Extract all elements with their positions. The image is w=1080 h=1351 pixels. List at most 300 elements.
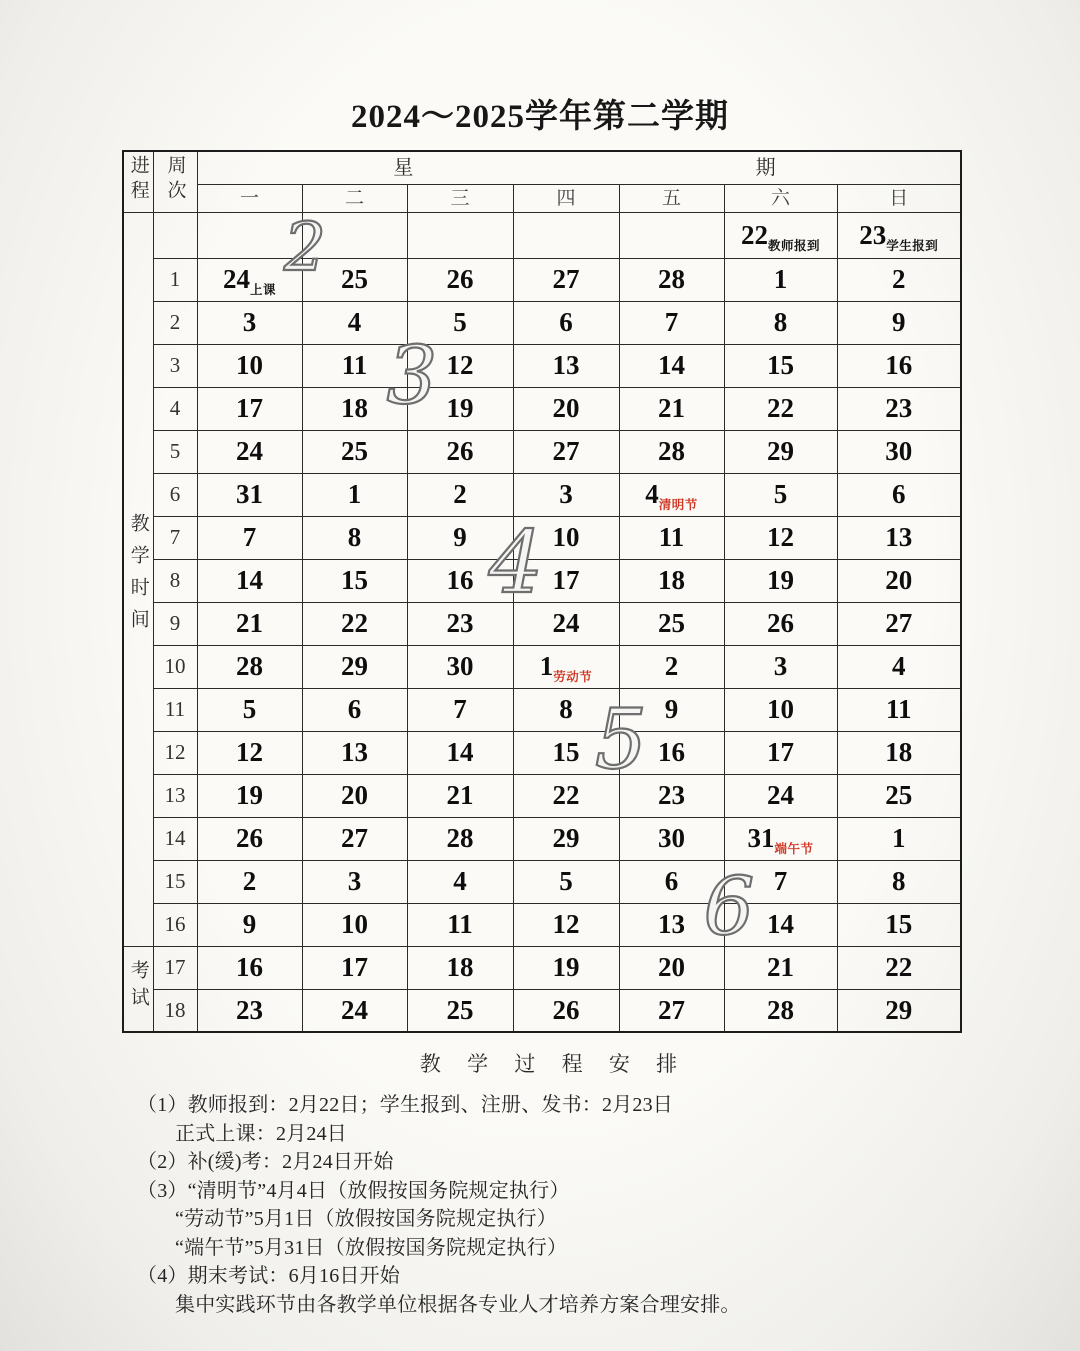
date-number: 1 — [539, 651, 554, 681]
date-content — [236, 780, 263, 810]
date-number: 29 — [885, 994, 913, 1025]
date-number: 17 — [552, 565, 580, 595]
date-content — [446, 350, 474, 380]
date-content — [773, 866, 788, 896]
date-number: 7 — [453, 694, 467, 724]
date-number: 21 — [767, 952, 794, 982]
date-cell — [724, 645, 837, 688]
week-row — [123, 688, 961, 731]
date-content — [658, 350, 685, 380]
date-content — [885, 780, 913, 810]
date-cell — [619, 301, 724, 344]
date-content — [236, 393, 263, 423]
date-number: 24 — [767, 780, 794, 810]
week-number: 16 — [153, 903, 197, 946]
date-number: 20 — [341, 780, 368, 810]
date-content — [664, 866, 679, 896]
page-title: 2024～2025学年第二学期 — [351, 99, 729, 135]
date-number: 25 — [341, 264, 368, 294]
date-cell — [724, 688, 837, 731]
date-number: 16 — [236, 952, 263, 982]
date-content — [341, 780, 368, 810]
date-note: 学生报到 — [886, 238, 939, 253]
date-content — [236, 737, 263, 767]
date-content — [658, 994, 685, 1025]
side-label-teaching — [123, 212, 153, 946]
date-number: 5 — [242, 694, 257, 724]
date-content — [559, 694, 573, 724]
date-number: 28 — [767, 994, 794, 1025]
notes-section — [137, 1048, 967, 1319]
date-cell — [197, 731, 302, 774]
date-number: 30 — [885, 436, 913, 466]
date-content — [242, 866, 257, 896]
week-row — [123, 258, 961, 301]
month-watermark-3: 3 — [386, 329, 438, 422]
date-cell — [724, 860, 837, 903]
date-number: 25 — [446, 994, 474, 1025]
date-number: 23 — [859, 219, 887, 250]
date-number: 25 — [658, 608, 685, 638]
date-content — [773, 651, 788, 681]
date-number: 2 — [242, 866, 257, 896]
date-number: 20 — [658, 952, 685, 982]
date-cell — [302, 301, 407, 344]
date-cell — [837, 688, 961, 731]
date-cell — [837, 774, 961, 817]
date-cell-holiday — [724, 817, 837, 860]
week-number: 3 — [153, 344, 197, 387]
date-content — [552, 737, 580, 767]
date-cell — [513, 903, 619, 946]
date-number: 1 — [347, 479, 362, 509]
date-content — [236, 479, 263, 509]
date-content — [552, 780, 580, 810]
date-number: 3 — [242, 307, 257, 337]
date-content — [885, 737, 913, 767]
date-cell — [724, 903, 837, 946]
date-content — [347, 694, 362, 724]
date-number: 8 — [892, 866, 906, 896]
date-number: 12 — [236, 737, 263, 767]
date-number: 24 — [222, 264, 250, 294]
date-content — [446, 436, 474, 466]
date-number: 1 — [773, 264, 788, 294]
date-cell — [407, 860, 513, 903]
week-number: 1 — [153, 258, 197, 301]
date-content — [773, 264, 788, 294]
date-cell — [513, 473, 619, 516]
date-content — [559, 307, 573, 337]
date-content — [767, 909, 794, 939]
date-content — [892, 651, 906, 681]
date-cell — [407, 301, 513, 344]
date-number: 10 — [552, 522, 580, 552]
date-content — [658, 565, 685, 595]
calendar-table-wrap — [122, 150, 960, 1033]
date-content — [885, 436, 913, 466]
date-cell — [302, 774, 407, 817]
date-cell — [302, 645, 407, 688]
date-content — [552, 264, 580, 294]
date-cell — [619, 731, 724, 774]
date-cell — [407, 946, 513, 989]
week-row — [123, 774, 961, 817]
date-number: 31 — [236, 479, 263, 509]
date-content — [341, 393, 368, 423]
date-content — [552, 994, 580, 1025]
date-number: 13 — [552, 350, 580, 380]
date-cell — [837, 344, 961, 387]
date-cell — [302, 688, 407, 731]
date-number: 13 — [885, 522, 913, 552]
date-number: 27 — [885, 608, 913, 638]
header-process-label: 进程 — [127, 154, 149, 205]
date-cell — [302, 258, 407, 301]
date-content — [773, 307, 788, 337]
date-number: 3 — [773, 651, 788, 681]
date-cell — [619, 645, 724, 688]
date-content — [658, 393, 685, 423]
date-number: 6 — [892, 479, 906, 509]
date-cell — [837, 516, 961, 559]
date-number: 2 — [453, 479, 467, 509]
date-content — [236, 436, 263, 466]
date-number: 15 — [885, 909, 913, 939]
date-content — [341, 436, 368, 466]
note-line: （3）“清明节”4月4日（放假按国务院规定执行） — [137, 1179, 570, 1202]
date-cell — [197, 817, 302, 860]
date-number: 10 — [341, 909, 368, 939]
date-number: 18 — [658, 565, 685, 595]
date-cell — [197, 602, 302, 645]
note-line: 集中实践环节由各教学单位根据各专业人才培养方案合理安排。 — [175, 1293, 741, 1316]
date-cell — [407, 731, 513, 774]
week-row — [123, 860, 961, 903]
week-row — [123, 473, 961, 516]
week-number: 14 — [153, 817, 197, 860]
date-note: 教师报到 — [767, 238, 820, 253]
date-content — [885, 909, 913, 939]
date-number: 17 — [236, 393, 263, 423]
date-cell — [724, 301, 837, 344]
date-number: 26 — [446, 436, 474, 466]
day-header: 一 — [197, 184, 302, 212]
date-content — [341, 350, 368, 380]
date-cell — [302, 903, 407, 946]
date-content — [767, 952, 794, 982]
header-process — [123, 151, 153, 212]
date-content — [453, 479, 467, 509]
date-cell — [619, 516, 724, 559]
date-number: 11 — [447, 909, 473, 939]
date-content — [453, 694, 467, 724]
date-cell — [513, 602, 619, 645]
date-number: 26 — [767, 608, 794, 638]
date-cell — [407, 387, 513, 430]
date-content — [767, 608, 794, 638]
date-content — [341, 909, 368, 939]
date-content — [341, 565, 368, 595]
date-number: 9 — [242, 909, 257, 939]
date-number: 19 — [552, 952, 580, 982]
date-number: 28 — [236, 651, 263, 681]
date-cell — [724, 731, 837, 774]
date-cell — [837, 860, 961, 903]
date-cell — [197, 430, 302, 473]
date-cell — [407, 430, 513, 473]
date-number: 4 — [453, 866, 467, 896]
date-content — [747, 823, 814, 856]
date-cell — [197, 645, 302, 688]
date-number: 5 — [453, 307, 467, 337]
date-number: 22 — [552, 780, 580, 810]
date-content — [222, 264, 276, 297]
date-cell — [513, 387, 619, 430]
date-cell — [197, 258, 302, 301]
date-cell — [407, 559, 513, 602]
date-number: 5 — [773, 479, 788, 509]
date-number: 26 — [446, 264, 474, 294]
date-number: 6 — [664, 866, 679, 896]
date-number: 22 — [885, 952, 913, 982]
date-content — [767, 522, 794, 552]
date-cell — [513, 817, 619, 860]
date-number: 21 — [236, 608, 263, 638]
date-number: 9 — [892, 307, 906, 337]
week-row — [123, 516, 961, 559]
date-cell — [837, 301, 961, 344]
week-row — [123, 602, 961, 645]
date-number: 16 — [446, 565, 474, 595]
date-number: 26 — [236, 823, 263, 853]
date-number: 27 — [552, 264, 580, 294]
date-number: 16 — [885, 350, 913, 380]
date-cell — [197, 212, 302, 258]
date-content — [446, 737, 474, 767]
date-content — [885, 350, 913, 380]
week-row — [123, 387, 961, 430]
date-content — [453, 522, 467, 552]
date-content — [341, 737, 368, 767]
date-cell — [513, 212, 619, 258]
date-number: 9 — [664, 694, 679, 724]
header-week-no — [153, 151, 197, 212]
note-line: 正式上课：2月24日 — [175, 1122, 347, 1145]
date-cell — [724, 602, 837, 645]
date-number: 27 — [552, 436, 580, 466]
date-cell — [724, 989, 837, 1032]
date-number: 26 — [552, 994, 580, 1025]
date-content — [446, 393, 474, 423]
date-number: 11 — [658, 522, 685, 552]
week-row — [123, 989, 961, 1032]
date-cell — [619, 774, 724, 817]
date-note: 劳动节 — [553, 670, 593, 684]
date-content — [658, 737, 685, 767]
date-cell — [837, 387, 961, 430]
date-content — [242, 909, 257, 939]
date-content — [892, 264, 906, 294]
date-cell — [513, 860, 619, 903]
date-cell — [513, 430, 619, 473]
date-content — [892, 866, 906, 896]
date-cell — [513, 989, 619, 1032]
date-cell — [619, 559, 724, 602]
date-content — [885, 608, 913, 638]
date-content — [552, 522, 580, 552]
date-content — [658, 436, 685, 466]
week-number — [153, 212, 197, 258]
date-number: 8 — [559, 694, 573, 724]
date-cell — [197, 903, 302, 946]
date-number: 31 — [747, 823, 775, 853]
date-number: 28 — [446, 823, 474, 853]
date-content — [885, 393, 913, 423]
date-content — [446, 952, 474, 982]
date-content — [341, 823, 368, 853]
date-number: 2 — [664, 651, 679, 681]
date-number: 14 — [446, 737, 474, 767]
date-cell — [302, 516, 407, 559]
month-watermark-6: 6 — [703, 860, 755, 953]
date-content — [885, 565, 913, 595]
date-content — [559, 866, 573, 896]
notes-heading: 教 学 过 程 安 排 — [419, 1052, 685, 1076]
day-header: 四 — [513, 184, 619, 212]
date-cell — [407, 817, 513, 860]
date-content — [446, 264, 474, 294]
week-number: 4 — [153, 387, 197, 430]
week-number: 2 — [153, 301, 197, 344]
date-cell — [407, 989, 513, 1032]
date-number: 11 — [886, 694, 912, 724]
date-cell — [837, 473, 961, 516]
date-cell — [619, 430, 724, 473]
date-number: 4 — [892, 651, 906, 681]
date-cell — [197, 387, 302, 430]
day-header: 三 — [407, 184, 513, 212]
date-number: 18 — [885, 737, 913, 767]
date-content — [767, 393, 794, 423]
date-content — [664, 694, 679, 724]
week-row — [123, 344, 961, 387]
week-row — [123, 559, 961, 602]
date-content — [767, 350, 794, 380]
date-number: 22 — [740, 219, 768, 250]
date-number: 7 — [773, 866, 788, 896]
date-number: 24 — [552, 608, 580, 638]
date-cell — [302, 989, 407, 1032]
date-content — [892, 823, 906, 853]
header-week-no-label: 周次 — [164, 154, 186, 205]
date-cell — [619, 817, 724, 860]
date-cell — [837, 989, 961, 1032]
date-number: 12 — [552, 909, 580, 939]
date-number: 14 — [767, 909, 794, 939]
week-number: 10 — [153, 645, 197, 688]
date-content — [236, 350, 263, 380]
notes-list — [137, 1091, 967, 1319]
date-number: 17 — [341, 952, 368, 982]
date-content — [453, 866, 467, 896]
date-cell — [837, 645, 961, 688]
date-content — [767, 565, 794, 595]
date-cell-holiday — [513, 645, 619, 688]
header-xing: 星 — [393, 156, 414, 179]
date-content — [341, 994, 368, 1025]
week-row — [123, 946, 961, 989]
side-label-exam-text: 考试 — [127, 959, 149, 1014]
date-cell — [619, 989, 724, 1032]
date-content — [767, 737, 794, 767]
date-number: 14 — [236, 565, 263, 595]
date-content — [552, 350, 580, 380]
date-content — [658, 909, 685, 939]
date-number: 23 — [236, 994, 263, 1025]
date-content — [645, 479, 698, 512]
date-cell — [513, 344, 619, 387]
date-number: 23 — [885, 393, 913, 423]
date-number: 14 — [658, 350, 685, 380]
date-cell — [619, 688, 724, 731]
date-cell — [513, 516, 619, 559]
week-number: 8 — [153, 559, 197, 602]
date-content — [341, 264, 368, 294]
date-number: 29 — [552, 823, 580, 853]
date-cell — [724, 212, 837, 258]
date-cell — [513, 301, 619, 344]
date-content — [242, 307, 257, 337]
date-content — [552, 823, 580, 853]
month-watermark-2: 2 — [284, 209, 326, 286]
date-content — [885, 994, 913, 1025]
date-cell — [302, 731, 407, 774]
date-number: 10 — [767, 694, 794, 724]
date-cell — [619, 946, 724, 989]
date-number: 23 — [658, 780, 685, 810]
date-content — [552, 565, 580, 595]
calendar-table — [122, 150, 962, 1033]
date-content — [453, 307, 467, 337]
date-number: 8 — [773, 307, 788, 337]
month-watermark-4: 4 — [488, 513, 544, 613]
note-line: “端午节”5月31日（放假按国务院规定执行） — [175, 1236, 568, 1259]
date-cell — [837, 903, 961, 946]
date-number: 21 — [446, 780, 474, 810]
date-cell — [407, 516, 513, 559]
date-cell — [513, 688, 619, 731]
date-note: 上课 — [249, 283, 276, 297]
date-content — [347, 866, 362, 896]
week-number: 6 — [153, 473, 197, 516]
date-cell — [724, 387, 837, 430]
date-cell — [724, 774, 837, 817]
date-cell — [837, 817, 961, 860]
date-cell — [724, 430, 837, 473]
day-header: 五 — [619, 184, 724, 212]
date-cell — [302, 430, 407, 473]
date-cell — [302, 212, 407, 258]
date-number: 7 — [242, 522, 257, 552]
date-cell — [197, 774, 302, 817]
header-qi: 期 — [755, 156, 776, 179]
date-content — [447, 909, 473, 939]
date-number: 13 — [341, 737, 368, 767]
date-content — [767, 694, 794, 724]
week-number: 5 — [153, 430, 197, 473]
date-content — [446, 651, 474, 681]
